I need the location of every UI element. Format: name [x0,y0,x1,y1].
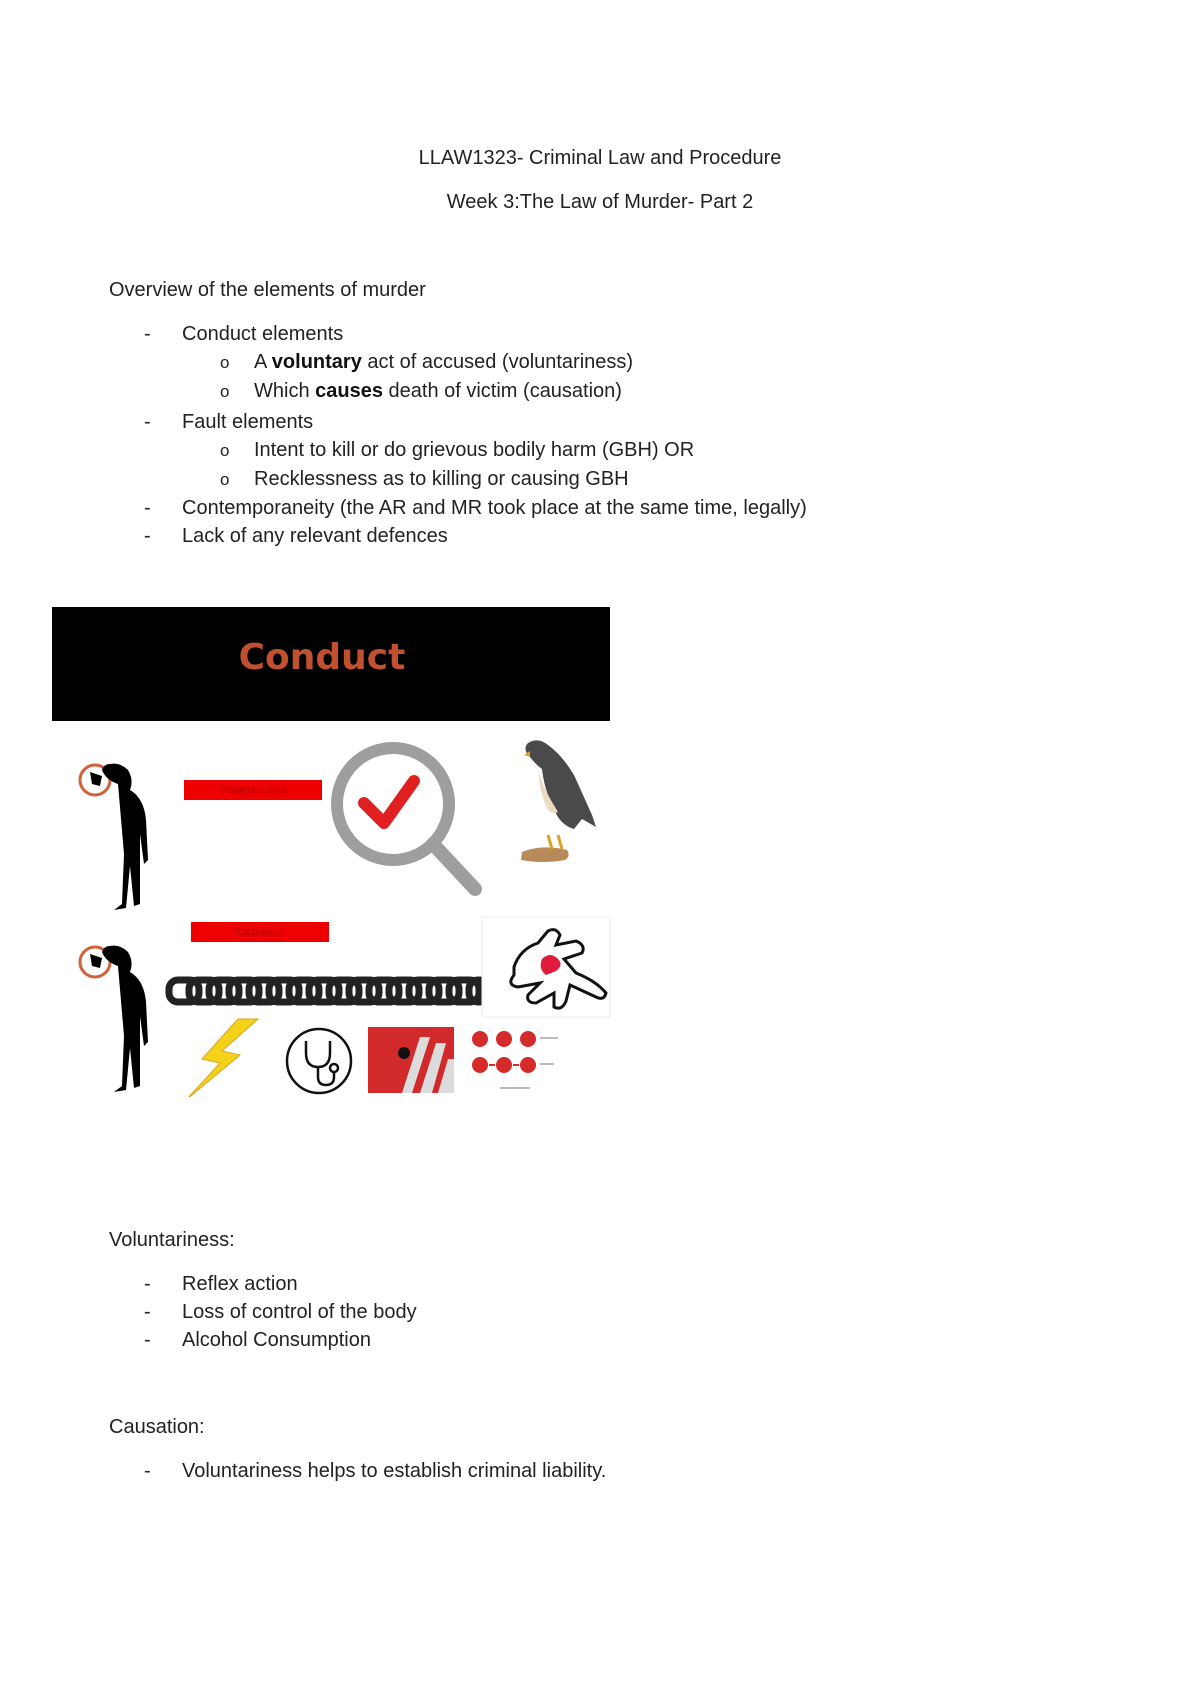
person-silhouette-icon [80,946,148,1092]
falcon-icon [521,740,596,862]
list-item: Which causes death of victim (causation) [254,380,622,402]
list-dash: - [144,525,151,547]
banner-title: Conduct [238,637,406,678]
conduct-figure [52,607,612,1097]
list-item: Reflex action [182,1273,298,1295]
list-item: Lack of any relevant defences [182,525,448,547]
list-item: Recklessness as to killing or causing GBH [254,468,629,490]
voluntariness-label: Voluntariness [184,780,322,800]
list-item: Loss of control of the body [182,1301,417,1323]
overview-heading: Overview of the elements of murder [109,279,426,301]
chain-icon [169,980,489,1002]
list-dash: - [144,497,151,519]
list-item: A voluntary act of accused (voluntariness) [254,351,634,373]
magnifier-check-icon [337,748,475,889]
course-title: LLAW1323- Criminal Law and Procedure [418,147,782,169]
lightning-icon [186,1019,258,1097]
list-item: Voluntariness helps to establish criminal liability. [182,1460,607,1482]
list-dash: - [144,411,151,433]
person-silhouette-icon [80,764,148,910]
causation-heading: Causation: [109,1416,205,1438]
list-item: Fault elements [182,411,314,433]
causation-label: Causation [191,922,329,942]
list-dash: - [144,1329,151,1351]
list-item: Intent to kill or do grievous bodily harm (GBH) OR [254,439,695,461]
figure-graphics [52,607,612,1097]
list-item: Conduct elements [182,323,344,345]
list-dash: - [144,1301,151,1323]
sub-bullet: o [220,441,230,460]
sub-bullet: o [220,382,230,401]
sub-bullet: o [220,470,230,489]
voluntariness-heading: Voluntariness: [109,1229,235,1251]
stethoscope-icon [287,1029,351,1093]
list-dash: - [144,1273,151,1295]
list-item: Contemporaneity (the AR and MR took place at the same time, legally) [182,497,807,519]
red-panel-image [368,1027,454,1093]
list-item: Alcohol Consumption [182,1329,371,1351]
week-title: Week 3:The Law of Murder- Part 2 [446,191,754,213]
dots-diagram-image [472,1031,558,1089]
list-dash: - [144,1460,151,1482]
sub-bullet: o [220,353,230,372]
list-dash: - [144,323,151,345]
crime-scene-outline-icon [482,917,610,1017]
